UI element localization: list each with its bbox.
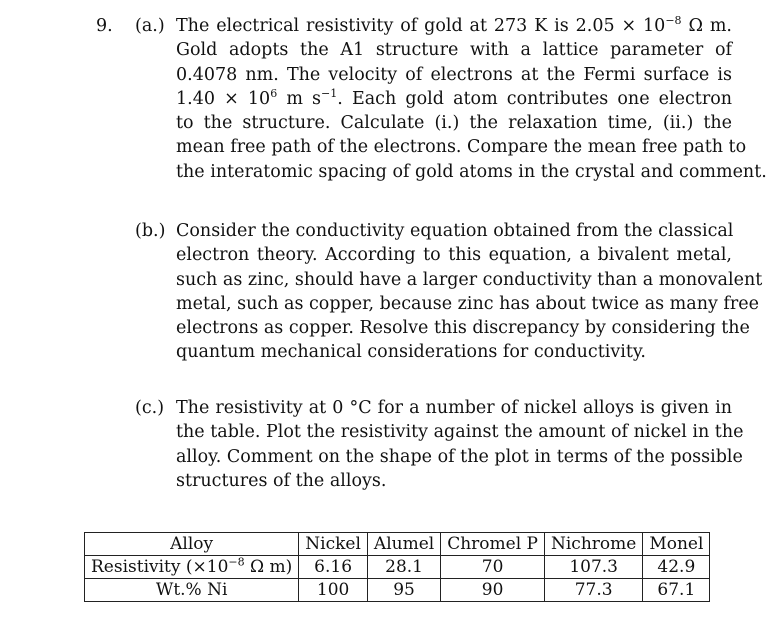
part-b-line-6: quantum mechanical considerations for conductivity. (176, 342, 646, 363)
alloy-cell: Nickel (299, 533, 368, 556)
resistivity-cell: 28.1 (367, 556, 440, 579)
part-b-line-3: such as zinc, should have a larger conductivity than a monovalent (176, 269, 763, 290)
wt-ni-cell: 90 (441, 579, 545, 602)
table-row-alloy (85, 533, 710, 556)
part-b-line-4: metal, such as copper, because zinc has about twice as many free (176, 293, 759, 314)
part-a-line-7: the interatomic spacing of gold atoms in the crystal and comment. (176, 161, 767, 182)
alloy-cell: Monel (643, 533, 710, 556)
resistivity-cell: 70 (441, 556, 545, 579)
part-c-line-1: The resistivity at 0 °C for a number of nickel alloys is given in (176, 398, 732, 418)
part-c-text (176, 396, 744, 493)
alloy-header-cell: Alloy (85, 533, 299, 556)
part-b-text (176, 219, 763, 365)
resistivity-header-cell: Resistivity ($\times 10^{-8}$ Ω m) (85, 556, 299, 579)
part-b-label: (b.) (135, 221, 166, 241)
part-a-line-6: mean free path of the electrons. Compare the mean free path to (176, 137, 747, 158)
wt-ni-cell: 77.3 (544, 579, 642, 602)
part-c-line-3: alloy. Comment on the shape of the plot in terms of the possible (176, 446, 743, 467)
nickel-alloys-table (84, 532, 710, 602)
alloy-cell: Alumel (367, 533, 440, 556)
table-row-wt-ni (85, 579, 710, 602)
part-a-line-5: to the structure. Calculate (i.) the relaxation time, (ii.) the (176, 113, 732, 134)
wt-ni-cell: 95 (367, 579, 440, 602)
alloy-cell: Nichrome (544, 533, 642, 556)
table-row-resistivity (85, 556, 710, 579)
resistivity-cell: 42.9 (643, 556, 710, 579)
wt-ni-cell: 67.1 (643, 579, 710, 602)
part-a-line-1: The electrical resistivity of gold at 273 K is $2.05 \times 10^{-8}$ Ω m. (176, 14, 732, 36)
alloy-cell: Chromel P (441, 533, 545, 556)
part-c-label: (c.) (135, 398, 165, 418)
part-a-line-4: $1.40 \times 10^6$ m $s^{-1}$. Each gold atom contributes one electron (176, 87, 733, 109)
resistivity-cell: 6.16 (299, 556, 368, 579)
question-number: 9. (96, 16, 113, 36)
part-a-label: (a.) (135, 16, 165, 36)
part-a-line-2: Gold adopts the A1 structure with a lattice parameter of (176, 40, 732, 61)
part-c-line-4: structures of the alloys. (176, 470, 387, 491)
wt-ni-header-cell: Wt.% Ni (85, 579, 299, 602)
part-b-line-5: electrons as copper. Resolve this discrepancy by considering the (176, 318, 750, 339)
part-c-line-2: the table. Plot the resistivity against the amount of nickel in the (176, 422, 744, 443)
resistivity-cell: 107.3 (544, 556, 642, 579)
part-b-line-2: electron theory. According to this equation, a bivalent metal, (176, 245, 732, 266)
part-b-line-1: Consider the conductivity equation obtained from the classical (176, 221, 734, 241)
wt-ni-cell: 100 (299, 579, 368, 602)
part-a-text (176, 14, 767, 184)
part-a-line-3: 0.4078 nm. The velocity of electrons at the Fermi surface is (176, 64, 732, 85)
